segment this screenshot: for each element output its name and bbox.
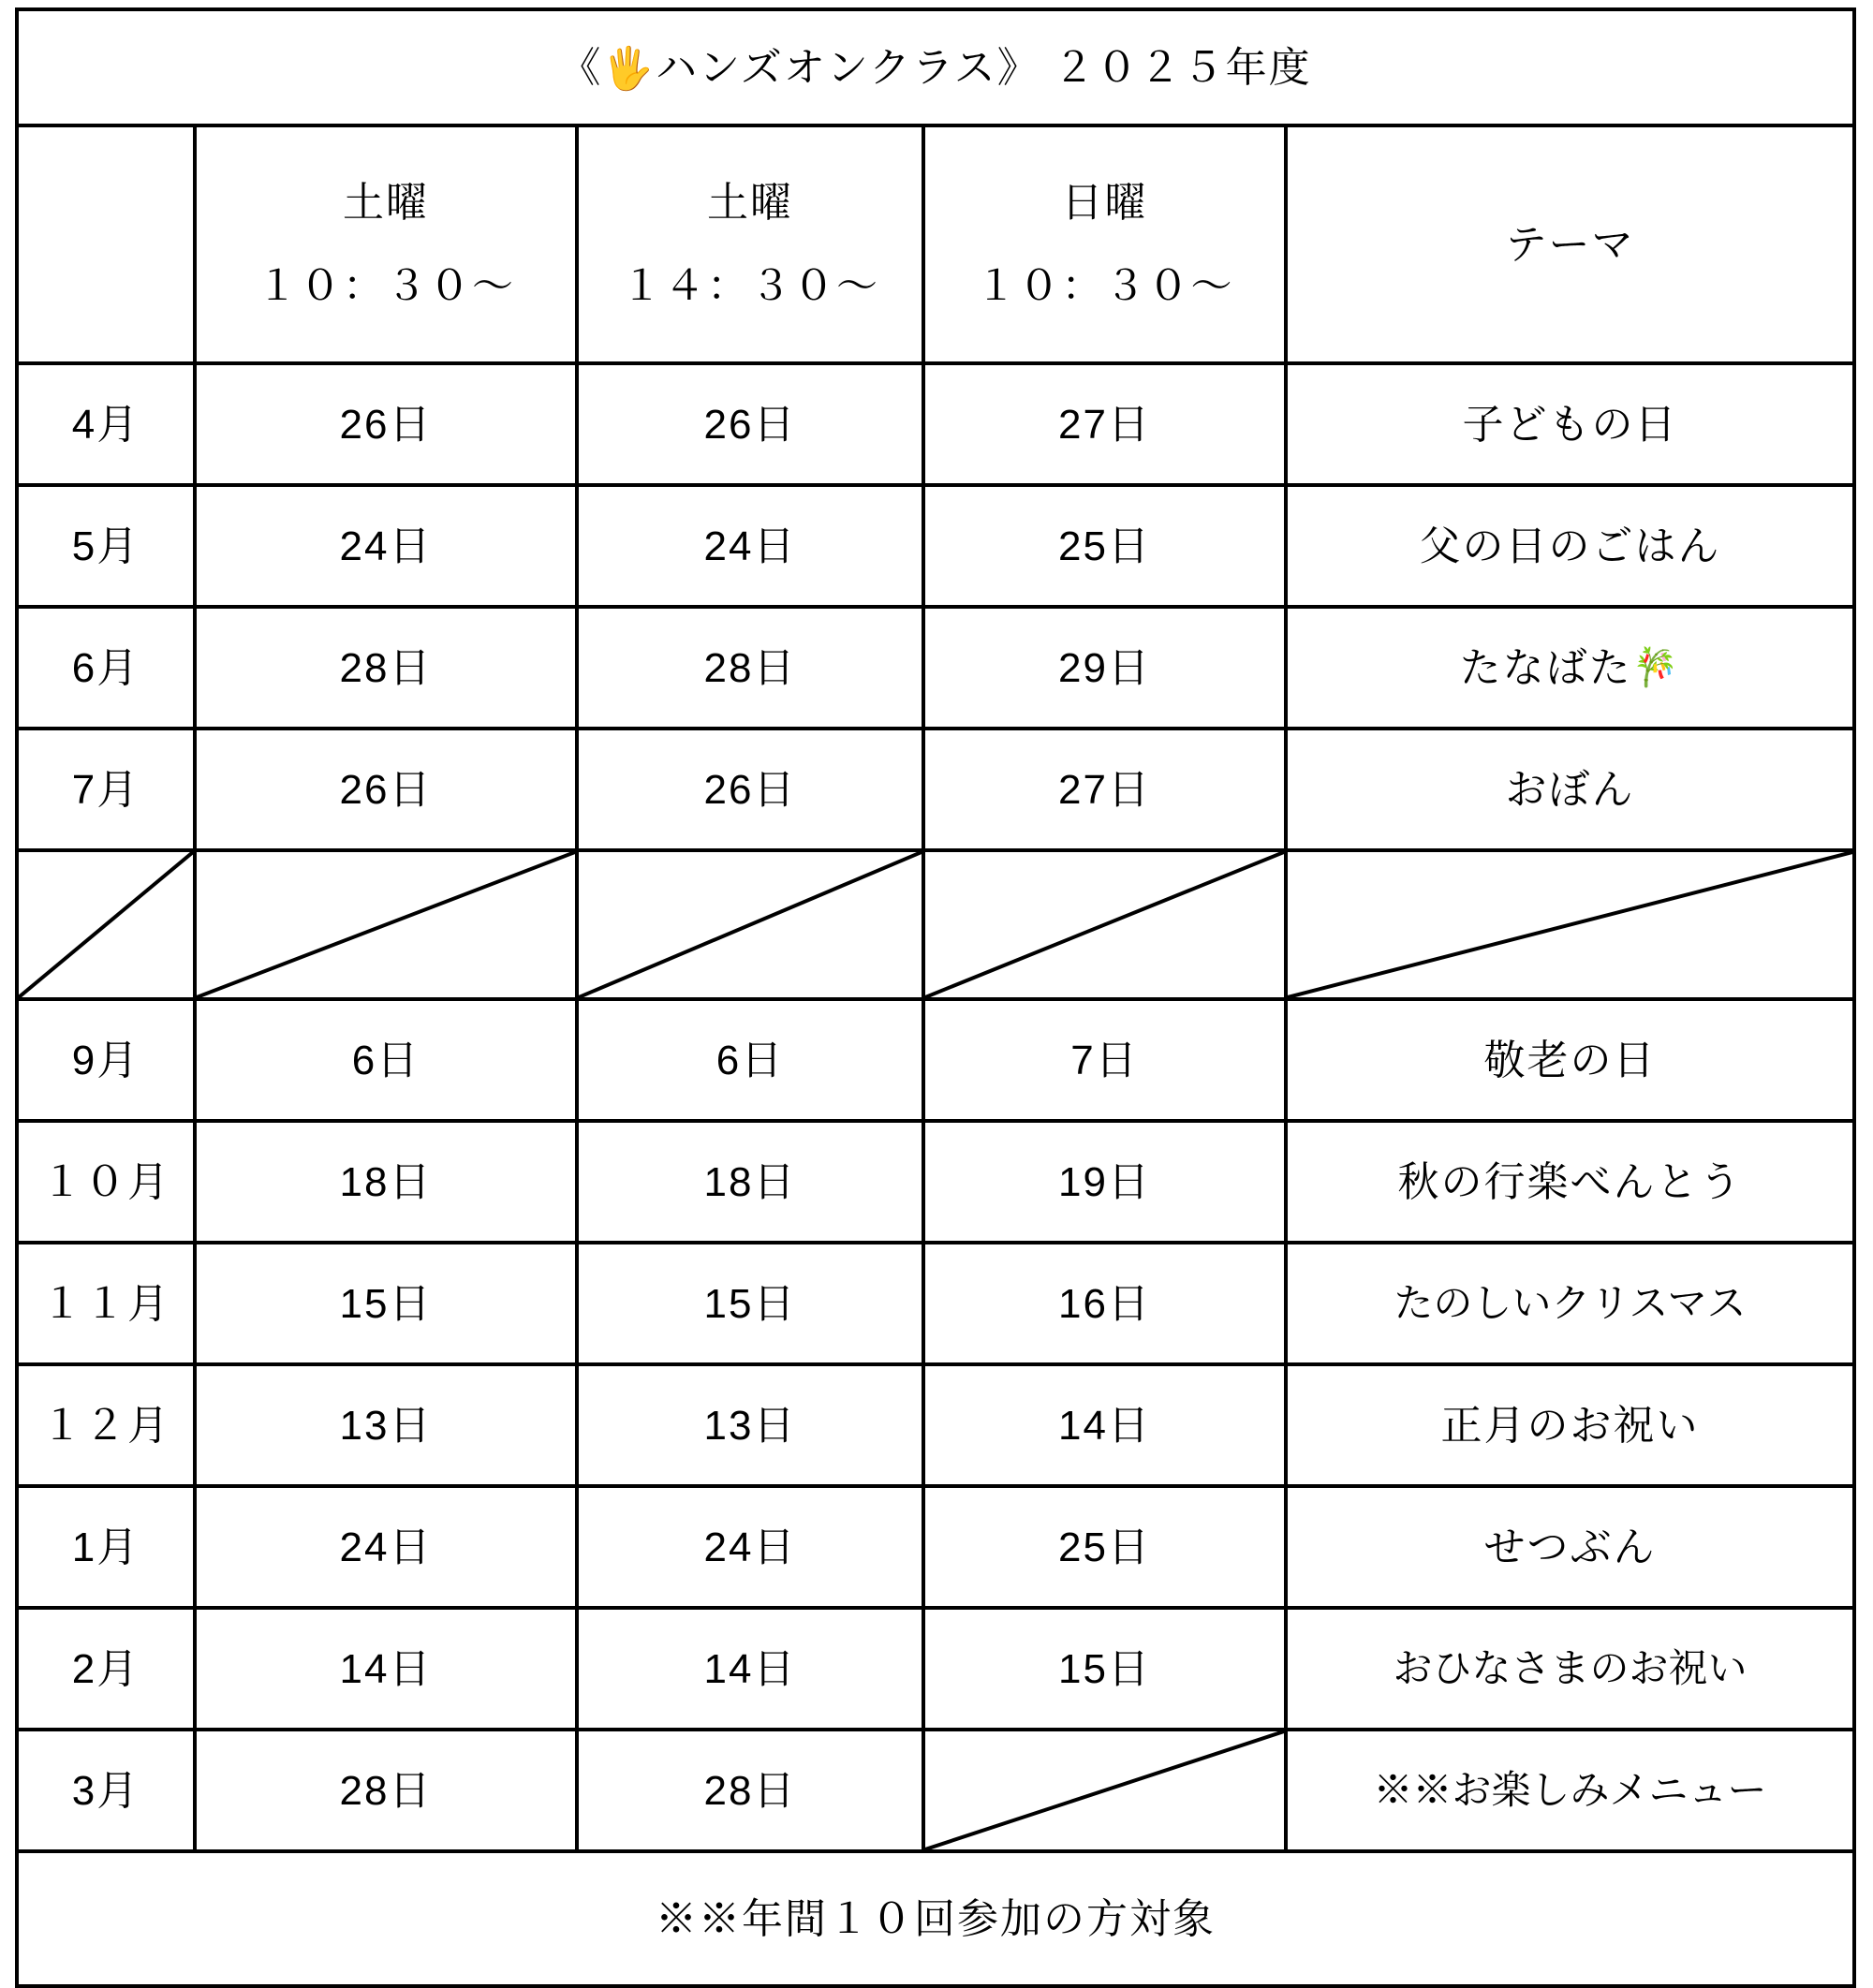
- row-sun-morning: 7日: [923, 999, 1286, 1121]
- header-day-3: 日曜: [1061, 180, 1148, 226]
- row-theme: おぼん: [1286, 729, 1854, 850]
- table-row: [17, 999, 1854, 1121]
- row-sat-morning: 6日: [195, 999, 577, 1121]
- row-sat-morning: 28日: [195, 1730, 577, 1851]
- row-month-blank: [17, 850, 195, 999]
- row-month: 5月: [17, 485, 195, 607]
- row-theme-blank: [1286, 850, 1854, 999]
- row-sat-afternoon: 6日: [577, 999, 923, 1121]
- footnote: ※※年間１０回参加の方対象: [17, 1851, 1854, 1986]
- row-sat-afternoon: 24日: [577, 485, 923, 607]
- header-time-2: １４：３０〜: [621, 263, 879, 309]
- table-row: [17, 1243, 1854, 1364]
- row-month: 9月: [17, 999, 195, 1121]
- header-col-sat-afternoon: [577, 125, 923, 363]
- header-col-sun-morning: [923, 125, 1286, 363]
- row-month: 3月: [17, 1730, 195, 1851]
- row-sat-morning: 24日: [195, 1486, 577, 1608]
- schedule-table: [15, 7, 1856, 1988]
- row-sun-morning: 19日: [923, 1121, 1286, 1243]
- header-day-2: 土曜: [707, 180, 793, 226]
- row-sun-morning-blank: [923, 1730, 1286, 1851]
- table-row: [17, 1730, 1854, 1851]
- row-month: １１月: [17, 1243, 195, 1364]
- row-month: １０月: [17, 1121, 195, 1243]
- row-sat-morning: 15日: [195, 1243, 577, 1364]
- row-month: 2月: [17, 1608, 195, 1730]
- row-sun-morning: 25日: [923, 485, 1286, 607]
- title-suffix: 》: [996, 44, 1040, 91]
- schedule-sheet: [15, 7, 1852, 1988]
- table-row: [17, 729, 1854, 850]
- table-row: [17, 485, 1854, 607]
- row-sat-morning: 14日: [195, 1608, 577, 1730]
- row-sun-morning: 14日: [923, 1364, 1286, 1486]
- title-text: ハンズオンクラス: [656, 44, 997, 91]
- row-theme: おひなさまのお祝い: [1286, 1608, 1854, 1730]
- row-sat-afternoon: 15日: [577, 1243, 923, 1364]
- row-theme: たのしいクリスマス: [1286, 1243, 1854, 1364]
- table-row: [17, 1364, 1854, 1486]
- row-sat-morning: 24日: [195, 485, 577, 607]
- row-sun-morning: 27日: [923, 729, 1286, 850]
- bamboo-icon: 🎋: [1631, 646, 1681, 688]
- row-theme: 秋の行楽べんとう: [1286, 1121, 1854, 1243]
- row-theme: [1286, 607, 1854, 729]
- header-time-3: １０：３０〜: [975, 263, 1234, 309]
- row-sat-afternoon: 28日: [577, 1730, 923, 1851]
- row-sat-afternoon: 26日: [577, 363, 923, 485]
- page-title: [17, 9, 1854, 125]
- table-row: [17, 1608, 1854, 1730]
- row-theme: せつぶん: [1286, 1486, 1854, 1608]
- row-theme: 正月のお祝い: [1286, 1364, 1854, 1486]
- row-sat-afternoon: 24日: [577, 1486, 923, 1608]
- row-theme: 子どもの日: [1286, 363, 1854, 485]
- diagonal-strike-icon: [1288, 852, 1852, 997]
- row-sat-morning: 28日: [195, 607, 577, 729]
- row-month: 6月: [17, 607, 195, 729]
- table-row: [17, 1121, 1854, 1243]
- row-sat-morning: 13日: [195, 1364, 577, 1486]
- row-sat-afternoon: 18日: [577, 1121, 923, 1243]
- row-sun-morning: 27日: [923, 363, 1286, 485]
- row-month: 7月: [17, 729, 195, 850]
- table-row-blank: [17, 850, 1854, 999]
- row-sun-morning-blank: [923, 850, 1286, 999]
- title-year: ２０２５年度: [1053, 44, 1312, 91]
- diagonal-strike-icon: [197, 852, 575, 997]
- table-row: [17, 607, 1854, 729]
- row-theme: ※※お楽しみメニュー: [1286, 1730, 1854, 1851]
- table-row: [17, 363, 1854, 485]
- row-theme: 父の日のごはん: [1286, 485, 1854, 607]
- row-sat-morning-blank: [195, 850, 577, 999]
- row-sat-afternoon: 14日: [577, 1608, 923, 1730]
- header-col-sat-morning: [195, 125, 577, 363]
- hands-icon: 🖐: [602, 46, 656, 92]
- row-sat-morning: 26日: [195, 363, 577, 485]
- row-sun-morning: 15日: [923, 1608, 1286, 1730]
- row-sat-afternoon-blank: [577, 850, 923, 999]
- row-month: １２月: [17, 1364, 195, 1486]
- row-month: 1月: [17, 1486, 195, 1608]
- header-col-theme: テーマ: [1286, 125, 1854, 363]
- row-sat-morning: 26日: [195, 729, 577, 850]
- row-sun-morning: 25日: [923, 1486, 1286, 1608]
- row-sat-afternoon: 13日: [577, 1364, 923, 1486]
- diagonal-strike-icon: [19, 852, 193, 997]
- row-sun-morning: 16日: [923, 1243, 1286, 1364]
- row-month: 4月: [17, 363, 195, 485]
- row-sun-morning: 29日: [923, 607, 1286, 729]
- header-corner: [17, 125, 195, 363]
- row-sat-afternoon: 28日: [577, 607, 923, 729]
- row-sat-afternoon: 26日: [577, 729, 923, 850]
- header-time-1: １０：３０〜: [257, 263, 515, 309]
- table-row: [17, 1486, 1854, 1608]
- diagonal-strike-icon: [925, 852, 1284, 997]
- row-sat-morning: 18日: [195, 1121, 577, 1243]
- title-row: [17, 9, 1854, 125]
- header-day-1: 土曜: [343, 180, 429, 226]
- row-theme: 敬老の日: [1286, 999, 1854, 1121]
- header-row: [17, 125, 1854, 363]
- diagonal-strike-icon: [925, 1731, 1284, 1849]
- title-prefix: 《: [559, 44, 603, 91]
- footnote-row: [17, 1851, 1854, 1986]
- row-theme-text: たなばた: [1459, 644, 1632, 691]
- diagonal-strike-icon: [579, 852, 922, 997]
